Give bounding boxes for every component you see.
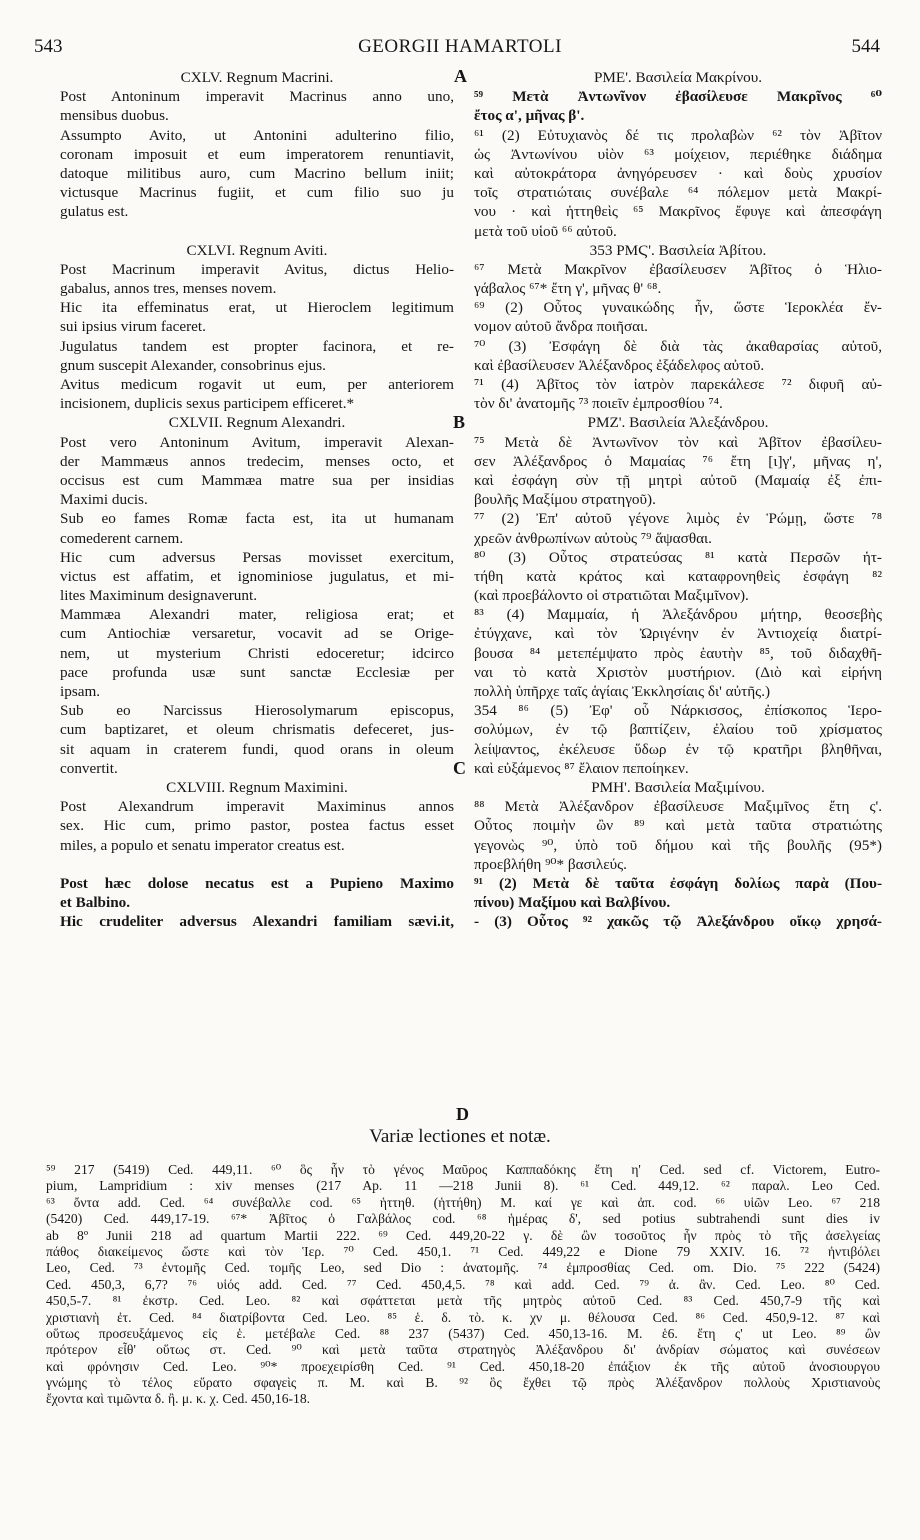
- latin-text-line: Post Alexandrum imperavit Maximinus annos: [60, 798, 454, 816]
- greek-text-line: γεγονὼς ⁹⁰, ὑπὸ τοῦ δήμου καὶ τῆς βουλῆς (95*): [474, 836, 882, 854]
- latin-text-line: cum baptizaret, et oleum chrismatis defeceret, jus-: [60, 721, 454, 739]
- latin-text-line: sex. Hic cum, primo pastor, postea factus esset: [60, 817, 454, 835]
- greek-text-line: ⁹¹ (2) Μετὰ δὲ ταῦτα ἐσφάγη δολίως παρὰ (Που-: [474, 874, 882, 892]
- greek-text-line: τὸν δι' ἀνατομῆς ⁷³ ποιεῖν ἐμπροσθίου ⁷⁴.: [474, 395, 723, 413]
- greek-text-line: βουλῆς Μαξίμου στρατηγοῦ).: [474, 491, 656, 509]
- section-heading: PΜΕ'. Βασιλεία Μακρίνου.: [593, 69, 763, 86]
- greek-text-line: καὶ ἐβασίλευσεν Ἀλέξανδρος ἐξάδελφος αὐτοῦ.: [474, 356, 765, 374]
- greek-text-line: ⁷⁵ Μετὰ δὲ Ἀντωνῖνον τὸν καὶ Ἀβῖτον ἐβασίλευ-: [474, 433, 882, 451]
- section-heading: CXLV. Regnum Macrini.: [180, 69, 334, 86]
- running-title: GEORGII HAMARTOLI: [358, 36, 562, 57]
- margin-letter-c: C: [453, 758, 466, 778]
- page-header: [0, 36, 920, 62]
- greek-text-line: βουσα ⁸⁴ μετεπέμψατο πρὸς ἑαυτὴν ⁸⁵, τοῦ διδαχθῆ-: [474, 644, 882, 662]
- blank-line: [60, 222, 454, 241]
- greek-text-line: (καὶ προεβάλοντο οἱ στρατιῶται Μαξιμῖνον).: [474, 587, 749, 605]
- latin-text-line: occisus est cum Mammæa matre sua per insidias: [60, 471, 454, 489]
- latin-text-line: lites Maximinum designaverunt.: [60, 587, 257, 605]
- latin-text-line: Hic ita effeminatus erat, ut Hieroclem legitimum: [60, 299, 454, 317]
- greek-text-line: ⁷¹ (4) Ἀβῖτος τὸν ἰατρὸν παρεκάλεσε ⁷² διφυῆ αὐ-: [474, 376, 882, 393]
- latin-text-line: gnum suscepit Alexander, consobrinus ejus.: [60, 356, 326, 374]
- latin-text-line: victus est affatim, et ignominiose jugulatus, et mi-: [60, 567, 454, 585]
- note-line: (5420) Ced. 449,17-19. ⁶⁷* Ἀβῖτος ὁ Γαλβάλος cod. ⁶⁸ ἡμέρας δ', sed potius subtrahendi sunt dies iv: [46, 1211, 880, 1227]
- latin-column: [60, 68, 454, 931]
- greek-text-line: καὶ αὐτοκράτορα ἀνηγόρευσεν · καὶ δοὺς χρυσίον: [474, 164, 882, 182]
- note-line: Leo, Ced. ⁷³ ἐντομῆς Ced. τομῆς Leo, sed Dio : ἀνατομῆς. ⁷⁴ ἐμπροσθίας Ced. om. Dio. ⁷⁵ 222 (5424): [46, 1260, 880, 1276]
- latin-text-line: gulatus est.: [60, 203, 129, 221]
- greek-text-line: ⁷⁰ (3) Ἐσφάγη δὲ διὰ τὰς ἀκαθαρσίας αὐτοῦ,: [474, 337, 882, 355]
- note-line: pium, Lampridium : xiv menses (217 Ap. 11 —218 Junii 8). ⁶¹ Ced. 449,12. ⁶² παραλ. Leo Ced.: [46, 1178, 880, 1194]
- section-heading: CXLVII. Regnum Alexandri.: [168, 414, 346, 432]
- latin-text-line: Mammæa Alexandri mater, religiosa erat; et: [60, 606, 454, 624]
- greek-text-line: νου · καὶ ἡττηθεὶς ⁶⁵ Μακρῖνος ἔφυγε καὶ ἀπεσφάγη: [474, 203, 882, 221]
- latin-text-line: sui ipsius virum faceret.: [60, 318, 206, 336]
- greek-text-line: ἔτος α', μῆνας β'.: [474, 107, 585, 125]
- latin-text-line: incisionem, duplicis sexus participem efficeret.*: [60, 395, 355, 413]
- greek-text-line: πίνου) Μαξίμου καὶ Βαλβίνου.: [474, 894, 671, 912]
- greek-text-line: μετὰ τοῦ υἱοῦ ⁶⁶ αὐτοῦ.: [474, 222, 617, 240]
- greek-text-line: ναι τὸ κατὰ Χριστὸν μυστήριον. (Διὸ καὶ εἰρήνη: [474, 663, 882, 681]
- latin-text-line: Post hæc dolose necatus est a Pupieno Maximo: [60, 874, 454, 892]
- greek-text-line: λείψαντος, ἐκέλευσε ὕδωρ ἐν τῷ κρατῆρι βληθῆναι,: [474, 740, 882, 758]
- latin-text-line: Sub eo fames Romæ facta est, ita ut humanam: [60, 510, 454, 528]
- blank-line: [60, 855, 454, 874]
- latin-text-line: coronam imposuit et eum imperatorem renuntiavit,: [60, 145, 454, 163]
- latin-text-line: et Balbino.: [60, 894, 131, 912]
- margin-letter-b: B: [453, 412, 466, 432]
- latin-text-line: Post Antoninum imperavit Macrinus anno uno,: [60, 88, 454, 106]
- latin-text-line: comederent carnem.: [60, 529, 184, 547]
- margin-letter-d: D: [456, 1104, 469, 1124]
- section-heading: CXLVIII. Regnum Maximini.: [166, 778, 348, 796]
- greek-text-line: τήθη κατὰ κράτος καὶ καταφρονηθεὶς ἐσφάγη ⁸²: [474, 567, 882, 585]
- greek-text-line: τοῖς στρατιώταις συνέβαλε ⁶⁴ πόλεμον μετὰ Μακρί-: [474, 184, 882, 202]
- latin-text-line: nem, ut mysterium Christi edoceretur; idcirco: [60, 644, 454, 662]
- greek-text-line: γάβαλος ⁶⁷* ἔτη γ', μῆνας θ' ⁶⁸.: [474, 280, 662, 298]
- latin-text-line: Jugulatus tandem est propter facinora, et re-: [60, 337, 454, 355]
- greek-text-line: ⁶⁷ Μετὰ Μακρῖνον ἐβασίλευσεν Ἀβῖτος ὁ Ἡλιο-: [474, 260, 882, 278]
- latin-text-line: datoque militibus auro, cum Macrino bellum iniit;: [60, 164, 454, 182]
- latin-text-line: Post vero Antoninum Avitum, imperavit Alexan-: [60, 433, 454, 451]
- note-line: πάθος διακείμενος ὥστε καὶ τὸν Ἱερ. ⁷⁰ Ced. 450,1. ⁷¹ Ced. 449,22 e Dione 79 XXIV. 16. ⁷² ἠντιβόλει: [46, 1243, 880, 1259]
- greek-text-line: 354 ⁸⁶ (5) Ἐφ' οὗ Νάρκισσος, ἐπίσκοπος Ἱερο-: [474, 702, 882, 720]
- latin-text-line: victusque Macrinus fugiit, et cum filio suo ju: [60, 184, 454, 202]
- greek-text-line: καὶ εὐξάμενος ⁸⁷ ἔλαιον πεποίηκεν.: [474, 759, 689, 777]
- greek-text-line: - (3) Οὗτος ⁹² χακῶς τῷ Ἀλεξάνδρου οἴκῳ χρησά-: [474, 913, 882, 931]
- greek-text-line: ⁸⁰ (3) Οὗτος στρατεύσας ⁸¹ κατὰ Περσῶν ἡτ-: [474, 548, 882, 566]
- latin-text-line: der Mammæus annos tredecim, menses octo, et: [60, 452, 454, 470]
- variant-readings-notes: [46, 1162, 880, 1408]
- latin-text-line: ipsam.: [60, 683, 101, 700]
- greek-text-line: προεβλήθη ⁹⁰* βασιλεύς.: [474, 855, 627, 873]
- greek-text-line: ⁵⁹ Μετὰ Ἀντωνῖνον ἐβασίλευσε Μακρῖνος ⁶⁰: [474, 88, 882, 106]
- greek-text-line: ⁶¹ (2) Εὐτυχιανὸς δέ τις προλαβὼν ⁶² τὸν Ἀβῖτον: [474, 126, 882, 144]
- note-line: πρότερον εἶθ' οὕτως στ. Ced. ⁹⁰ καὶ μετὰ ταῦτα στρατηγὸς Ἀλέξανδρου δι' ἀνδρίαν σώματος καὶ συνέσεων: [46, 1342, 880, 1358]
- greek-text-line: ⁶⁹ (2) Οὗτος γυναικώδης ἦν, ὥστε Ἱεροκλέα ἔν-: [474, 299, 882, 317]
- latin-text-line: cum Antiochiæ versaretur, vocavit ad se Orige-: [60, 625, 454, 643]
- section-heading: PΜΗ'. Βασιλεία Μαξιμίνου.: [591, 778, 765, 796]
- greek-text-line: Οὗτος ποιμὴν ὢν ⁸⁹ καὶ μετὰ ταῦτα στρατιώτης: [474, 817, 882, 835]
- note-line: καὶ φρόνησιν Ced. Leo. ⁹⁰* προεχειρίσθη Ced. ⁹¹ Ced. 450,18-20 ἐπάξιον ἐκ τῆς αὐτοῦ ἀνοσιουργου: [46, 1358, 880, 1374]
- note-line: ἔχοντα καὶ τιμῶντα δ. ἢ. μ. κ. χ. Ced. 450,16-18.: [46, 1391, 311, 1407]
- latin-text-line: Assumpto Avito, ut Antonini adulterino filio,: [60, 126, 454, 144]
- latin-text-line: Hic cum adversus Persas movisset exercitum,: [60, 548, 454, 566]
- note-line: ⁵⁹ 217 (5419) Ced. 449,11. ⁶⁰ ὃς ἦν τὸ γένος Μαῦρος Καππαδόκης ἔτη η' Ced. sed cf. Victorem, Eutro-: [46, 1162, 880, 1177]
- page-number-left: 543: [34, 36, 63, 57]
- note-line: Ced. 450,3, 6,7? ⁷⁶ υἱός add. Ced. ⁷⁷ Ced. 450,4,5. ⁷⁸ καὶ add. Ced. ⁷⁹ ἀ. ἂν. Ced. Leo. ⁸⁰ Ced.: [46, 1276, 880, 1292]
- margin-letter-a: A: [454, 66, 467, 86]
- latin-text-line: sit aquam in craterem fundi, quod orans in oleum: [60, 740, 454, 758]
- latin-text-line: pace profunda usæ sunt sanctæ Ecclesiæ per: [60, 663, 454, 681]
- greek-text-line: ⁸⁸ Μετὰ Ἀλέξανδρον ἐβασίλευσε Μαξιμῖνος ἔτη ς'.: [474, 798, 882, 816]
- note-line: οὕτως προσευξάμενος εἰς ἑ. μετέβαλε Ced. ⁸⁸ 237 (5437) Ced. 450,13-16. M. ἑ6. ἔτη ς' ut Leo. ⁸⁹ ὢν: [46, 1325, 880, 1341]
- latin-text-line: Post Macrinum imperavit Avitus, dictus Helio-: [60, 260, 454, 278]
- page-number-right: 544: [851, 36, 880, 57]
- latin-text-line: gabalus, annos tres, menses novem.: [60, 280, 277, 298]
- greek-text-line: ⁸³ (4) Μαμμαία, ἡ Ἀλεξάνδρου μήτηρ, θεοσεβὴς: [474, 606, 882, 624]
- note-line: χριστιανὴ ἐτ. Ced. ⁸⁴ διατρίβοντα Ced. Leo. ⁸⁵ ἑ. δ. τὸ. κ. χν μ. θέλουσα Ced. ⁸⁶ Ced. 450,9-12. ⁸⁷ καὶ: [46, 1309, 880, 1325]
- section-heading: PΜΖ'. Βασιλεία Ἀλεξάνδρου.: [587, 414, 769, 432]
- greek-text-line: ἐτύγχανε, καὶ τὸν Ὠριγένην ἐν Ἀντιοχείᾳ διατρί-: [474, 625, 882, 643]
- latin-text-line: Maximi ducis.: [60, 491, 148, 509]
- latin-text-line: miles, a populo et senatu imperator creatus est.: [60, 836, 345, 854]
- note-line: ab 8º Junii 218 ad quartum Martii 222. ⁶⁹ Ced. 449,20-22 γ. δὲ ὢν τοσοῦτος ἦν πρὸς τὸ τῆς ἀσελγείας: [46, 1227, 880, 1243]
- note-line: ⁶³ ὄντα add. Ced. ⁶⁴ συνέβαλλε cod. ⁶⁵ ἡττηθ. (ἡττήθη) M. καί γε καὶ ἀπ. cod. ⁶⁶ υἱῶν Leo. ⁶⁷ 218: [46, 1194, 880, 1210]
- section-heading: CXLVI. Regnum Aviti.: [186, 241, 328, 259]
- section-heading: 353 PΜϚ'. Βασιλεία Ἀβίτου.: [589, 241, 767, 259]
- greek-text-line: ὡς Ἀντωνίνου υἱὸν ⁶³ μοίχειον, περιέθηκε διάδημα: [474, 145, 882, 163]
- greek-text-line: σεν Ἀλέξανδρος ὁ Μαμαίας ⁷⁶ ἔτη [ι]γ', μῆνας η',: [474, 452, 882, 470]
- latin-text-line: Hic crudeliter adversus Alexandri familiam sævi.it,: [60, 913, 454, 931]
- note-line: γνώμης τὸ τέλος εὕρατο σφαγεὶς π. M. καὶ B. ⁹² ὃς ἔχθει τῷ πρὸς Ἀλέξανδρον πολλοὺς Χριστιανοὺς: [46, 1375, 880, 1391]
- notes-heading: Variæ lectiones et notæ.: [369, 1126, 551, 1147]
- latin-text-line: Avitus medicum rogavit ut eum, per anteriorem: [60, 376, 454, 393]
- latin-text-line: mensibus duobus.: [60, 107, 169, 125]
- greek-text-line: νομον αὐτοῦ ἄνδρα ποιῆσαι.: [474, 318, 648, 336]
- greek-text-line: πολλὴ ὑπῆρχε ταῖς ἁγίαις Ἐκκλησίαις δι' αὐτῆς.): [474, 683, 771, 700]
- latin-text-line: convertit.: [60, 759, 118, 777]
- greek-text-line: καὶ ἐσφάγη σὺν τῇ μητρὶ αὐτοῦ (Μαμαίᾳ ἐξ ἐπι-: [474, 471, 882, 489]
- greek-text-line: χρεῶν ἀνθρωπίνων αὐτοὺς ⁷⁹ ἅψασθαι.: [474, 529, 712, 547]
- greek-column: [474, 68, 882, 931]
- greek-text-line: ⁷⁷ (2) Ἐπ' αὐτοῦ γέγονε λιμὸς ἐν Ῥώμῃ, ὥστε ⁷⁸: [474, 510, 882, 528]
- latin-text-line: Sub eo Narcissus Hierosolymarum episcopus,: [60, 702, 454, 720]
- note-line: 450,5-7. ⁸¹ ἐκστρ. Ced. Leo. ⁸² καὶ σφάττεται μετὰ τῆς μητρὸς αὐτοῦ Ced. ⁸³ Ced. 450,7-9 τῆς καὶ: [46, 1293, 880, 1309]
- greek-text-line: σολύμων, ἐν τῷ βαπτίζειν, ἐλαίου τοῦ χρίσματος: [474, 721, 882, 739]
